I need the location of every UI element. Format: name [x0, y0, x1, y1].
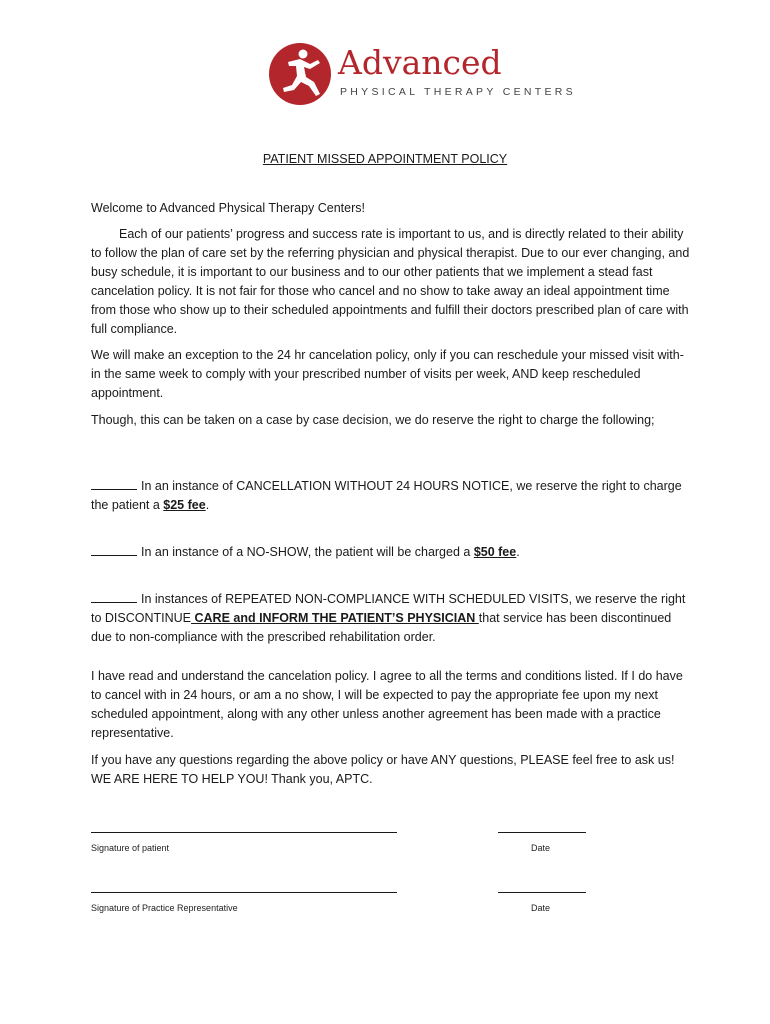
logo-subtitle: PHYSICAL THERAPY CENTERS [340, 86, 576, 98]
fee-amount: $50 fee [473, 545, 517, 559]
initial-blank[interactable] [91, 477, 137, 490]
fee-item-end: . [205, 498, 210, 512]
document-title: PATIENT MISSED APPOINTMENT POLICY [262, 152, 508, 166]
representative-signature-line[interactable] [91, 892, 397, 893]
representative-date-label: Date [531, 903, 551, 913]
welcome-text: Welcome to Advanced Physical Therapy Centers! [91, 201, 365, 215]
patient-signature-line[interactable] [91, 832, 397, 833]
emphasis-text: CARE and INFORM THE PATIENT’S PHYSICIAN [191, 611, 479, 625]
company-logo [268, 42, 576, 108]
representative-date-line[interactable] [498, 892, 586, 893]
fee-item-no-show [91, 543, 691, 562]
paragraph-2: We will make an exception to the 24 hr cancelation policy, only if you can reschedule your missed visit with-in the same week to comply with your prescribed number of visits per week, AND keep rescheduled appointment. [91, 348, 684, 400]
fee-item-end: that service has been discontinued due to non-compliance with the prescribed rehabilitation order. [91, 611, 672, 644]
fee-amount: $25 fee [163, 498, 206, 512]
logo-name: Advanced [338, 43, 502, 82]
fee-item-text: In an instance of a NO-SHOW, the patient will be charged a [141, 545, 474, 559]
fee-item-cancellation [91, 477, 691, 515]
representative-signature-label: Signature of Practice Representative [91, 903, 238, 913]
patient-date-label: Date [531, 843, 551, 853]
patient-date-line[interactable] [498, 832, 586, 833]
paragraph-3: Though, this can be taken on a case by case decision, we do reserve the right to charge the following; [91, 413, 655, 427]
paragraph-1: Each of our patients’ progress and success rate is important to us, and is directly related to their ability to follow the plan of care set by the referring physician and physical therapist. Due to our ever changing, and busy schedule, it is important to our business and to our other patients that we implement a stead fast cancelation policy. It is not fair for those who cancel and no show to take away an ideal appointment time from those who show up to their scheduled appointments and fulfill their doctors prescribed plan of care with full compliance. [91, 227, 690, 336]
fee-item-text: In instances of REPEATED NON-COMPLIANCE WITH SCHEDULED VISITS, we reserve the right to DISCONTINUE [91, 592, 686, 625]
patient-signature-label: Signature of patient [91, 843, 170, 853]
paragraph-acknowledgement: I have read and understand the cancelation policy. I agree to all the terms and conditions listed. If I do have to cancel with in 24 hours, or am a no show, I will be expected to pay the appropriate fee upon my next scheduled appointment, along with any other unless another agreement has been made with a practice representative. [91, 669, 683, 740]
initial-blank[interactable] [91, 543, 137, 556]
running-figure-icon [268, 42, 332, 106]
paragraph-questions: If you have any questions regarding the above policy or have ANY questions, PLEASE feel free to ask us! WE ARE HERE TO HELP YOU! Thank you, APTC. [91, 753, 675, 786]
fee-item-text: In an instance of CANCELLATION WITHOUT 24 HOURS NOTICE, we reserve the right to charge the patient a [91, 479, 682, 512]
fee-item-end: . [516, 545, 520, 559]
fee-item-non-compliance [91, 590, 691, 647]
initial-blank[interactable] [91, 590, 137, 603]
